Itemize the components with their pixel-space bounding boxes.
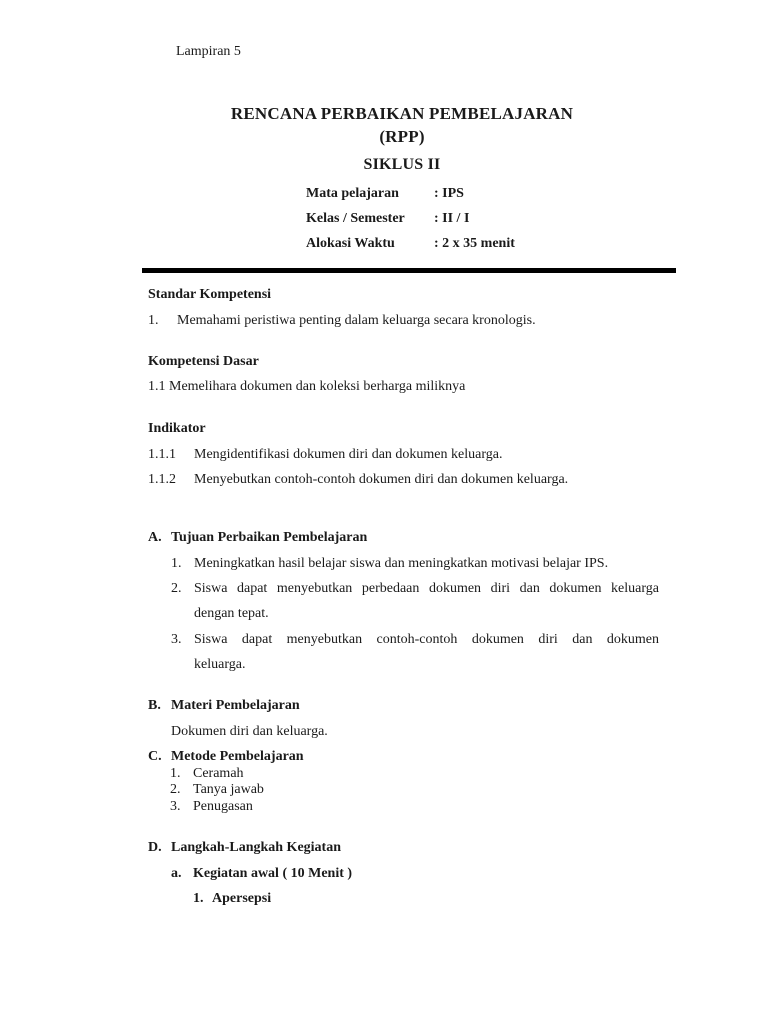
subject-label: Mata pelajaran <box>306 186 399 201</box>
objective-number: 3. <box>171 632 182 647</box>
material-text: Dokumen diri dan keluarga. <box>171 724 328 739</box>
standard-competency-heading: Standar Kompetensi <box>148 287 272 302</box>
method-heading: Metode Pembelajaran <box>171 749 304 764</box>
document-title: RENCANA PERBAIKAN PEMBELAJARAN <box>230 104 574 123</box>
section-a-letter: A. <box>148 530 162 545</box>
objective-text: Siswa dapat menyebutkan perbedaan dokumen diri dan dokumen keluarga <box>194 581 659 596</box>
method-item: Penugasan <box>193 799 253 814</box>
method-number: 2. <box>170 782 181 797</box>
section-d-letter: D. <box>148 840 162 855</box>
sub-activity-letter: a. <box>171 866 182 881</box>
objective-text: Siswa dapat menyebutkan contoh-contoh dokumen diri dan dokumen <box>194 632 659 647</box>
method-number: 1. <box>170 766 181 781</box>
section-b-letter: B. <box>148 698 161 713</box>
standard-competency-text: Memahami peristiwa penting dalam keluarga secara kronologis. <box>177 313 536 328</box>
objective-text-continued: keluarga. <box>194 657 246 672</box>
initial-activity-heading: Kegiatan awal ( 10 Menit ) <box>193 866 353 881</box>
objective-number: 2. <box>171 581 182 596</box>
indicator-heading: Indikator <box>148 421 206 436</box>
indicator-text: Menyebutkan contoh-contoh dokumen diri dan dokumen keluarga. <box>194 472 569 487</box>
cycle-title: SIKLUS II <box>363 156 441 173</box>
time-allocation-value: : 2 x 35 menit <box>434 236 515 251</box>
method-item: Ceramah <box>193 766 244 781</box>
objective-number: 1. <box>171 556 182 571</box>
indicator-number: 1.1.1 <box>148 447 176 462</box>
basic-competency-text: 1.1 Memelihara dokumen dan koleksi berharga miliknya <box>148 379 466 394</box>
apperception-heading: Apersepsi <box>212 891 272 906</box>
time-allocation-label: Alokasi Waktu <box>306 236 395 251</box>
attachment-label: Lampiran 5 <box>176 44 241 59</box>
basic-competency-heading: Kompetensi Dasar <box>148 354 259 369</box>
header-divider <box>142 268 676 273</box>
document-title-abbrev: (RPP) <box>379 127 425 146</box>
step-number: 1. <box>193 891 204 906</box>
steps-heading: Langkah-Langkah Kegiatan <box>171 840 341 855</box>
subject-value: : IPS <box>434 186 464 201</box>
class-semester-label: Kelas / Semester <box>306 211 405 226</box>
method-item: Tanya jawab <box>193 782 264 797</box>
class-semester-value: : II / I <box>434 211 470 226</box>
section-c-letter: C. <box>148 749 162 764</box>
material-heading: Materi Pembelajaran <box>171 698 300 713</box>
objective-heading: Tujuan Perbaikan Pembelajaran <box>171 530 368 545</box>
indicator-text: Mengidentifikasi dokumen diri dan dokumen keluarga. <box>194 447 503 462</box>
objective-text-continued: dengan tepat. <box>194 606 269 621</box>
standard-competency-number: 1. <box>148 313 159 328</box>
method-number: 3. <box>170 799 181 814</box>
objective-text: Meningkatkan hasil belajar siswa dan meningkatkan motivasi belajar IPS. <box>194 556 609 571</box>
indicator-number: 1.1.2 <box>148 472 176 487</box>
